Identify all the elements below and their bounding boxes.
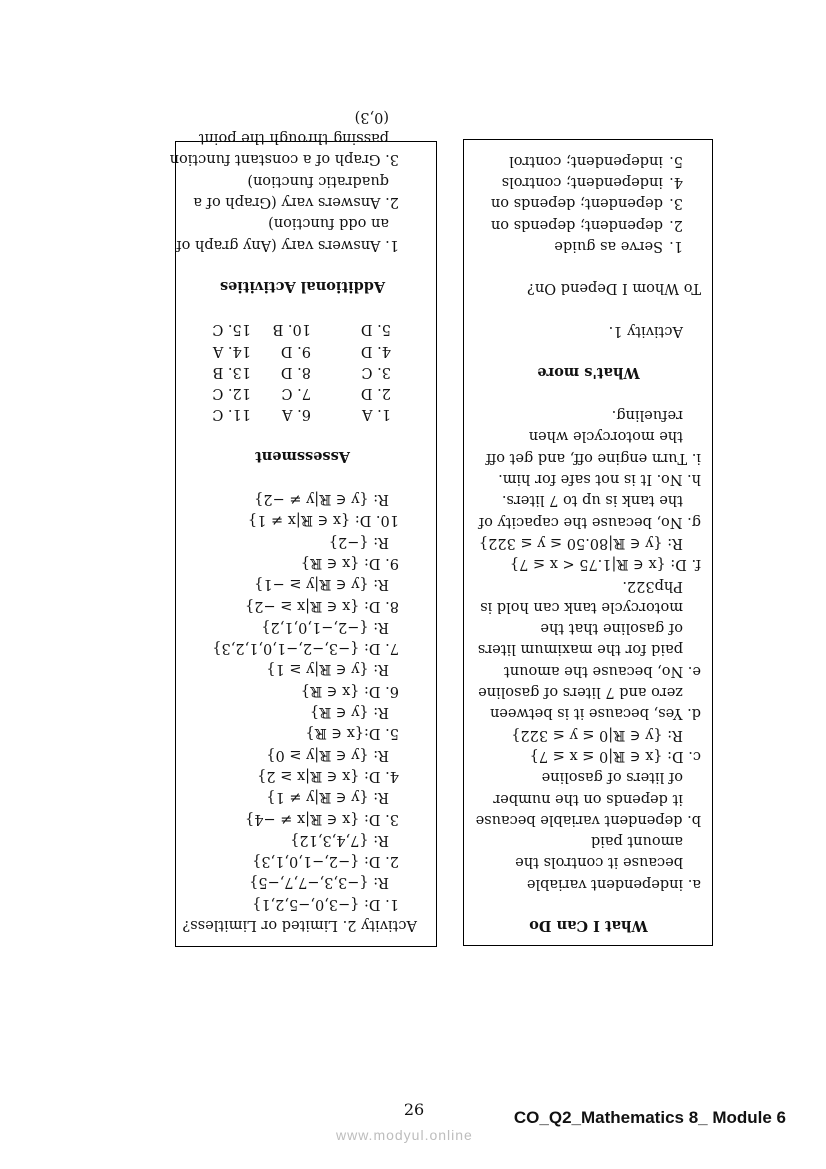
answer-line: zero and 7 liters of gasoline bbox=[478, 684, 683, 701]
answer-line: R: {−2,−1,0,1,2} bbox=[261, 618, 389, 635]
assessment-row bbox=[188, 318, 417, 339]
answer-line: motorcycle tank can hold is bbox=[480, 598, 683, 615]
answer-line: 3. D: {x ∈ ℝ|x ≠ −4} bbox=[245, 810, 399, 827]
assessment-row bbox=[188, 382, 417, 403]
assessment-cell: 13. B bbox=[212, 363, 251, 380]
assessment-cell: 3. C bbox=[361, 363, 391, 380]
answer-line: the tank is up to 7 liters. bbox=[501, 492, 683, 509]
answer-line: h. No. It is not safe for him. bbox=[498, 471, 701, 488]
answer-line: b. dependent variable because bbox=[475, 811, 701, 828]
watermark: www.modyul.online bbox=[336, 1127, 473, 1143]
answer-line: 6. D: {x ∈ ℝ} bbox=[300, 682, 399, 699]
answer-line: 8. D: {x ∈ ℝ|x ≥ −2} bbox=[245, 597, 399, 614]
assessment-cell: 10. B bbox=[272, 321, 311, 338]
answer-line: d. Yes, because it is between bbox=[489, 705, 701, 722]
assessment-cell: 12. C bbox=[212, 385, 251, 402]
answer-line: 1. Answers vary (Any graph of bbox=[176, 236, 399, 253]
item-number: 1. bbox=[669, 237, 683, 254]
assessment-heading: Assessment bbox=[255, 447, 350, 465]
answer-line: R: {y ∈ ℝ|0 ≤ y ≤ 322} bbox=[511, 726, 683, 743]
assessment-row bbox=[188, 339, 417, 360]
answer-line: R: {y ∈ ℝ|y ≥ −1} bbox=[254, 576, 389, 593]
answer-line: amount paid bbox=[590, 833, 683, 850]
left-panel-content bbox=[169, 108, 435, 945]
list-item bbox=[476, 235, 701, 256]
answer-line: g. No, because the capacity of bbox=[478, 513, 701, 530]
answer-line: the motorcycle when bbox=[528, 428, 683, 445]
answer-line: R: {7,4,3,12} bbox=[290, 831, 389, 848]
assessment-cell: 7. C bbox=[281, 385, 311, 402]
answer-line: R: {y ∈ ℝ|y ≠ −2} bbox=[254, 491, 389, 508]
item-text: Serve as guide bbox=[554, 237, 663, 254]
assessment-cell: 6. A bbox=[282, 406, 311, 423]
answer-line: 2. D: {−2,−1,0,1,3} bbox=[252, 853, 399, 870]
module-code: CO_Q2_Mathematics 8_ Module 6 bbox=[513, 1108, 786, 1127]
answer-key-right-panel bbox=[463, 139, 713, 946]
list-item bbox=[476, 171, 701, 192]
answer-line: e. No, because the amount bbox=[503, 662, 701, 679]
activity2-title: Activity 2. Limited or Limitless? bbox=[182, 917, 417, 933]
answer-line: because it controls the bbox=[515, 854, 683, 871]
answer-line: R: {y ∈ ℝ|y ≥ 0} bbox=[266, 746, 389, 763]
list-item bbox=[476, 192, 701, 213]
answer-line: 5. D:{x ∈ ℝ} bbox=[305, 725, 399, 742]
answer-line: 7. D: {−3,−2,−1,0,1,2,3} bbox=[212, 640, 399, 657]
activity-subtitle: To Whom I Depend On? bbox=[527, 280, 701, 297]
answer-line: (0,3) bbox=[354, 108, 389, 125]
item-number: 2. bbox=[669, 216, 683, 233]
right-panel-content bbox=[464, 140, 711, 944]
assessment-cell: 15. C bbox=[212, 321, 251, 338]
answer-line: 4. D: {x ∈ ℝ|x ≥ 2} bbox=[257, 767, 399, 784]
assessment-cell: 14. A bbox=[212, 342, 251, 359]
answer-line: an odd function) bbox=[268, 215, 389, 232]
assessment-row bbox=[188, 403, 417, 424]
page-number: 26 bbox=[403, 1100, 425, 1119]
answer-line: f. D: {x ∈ ℝ|1.75 < x ≤ 7} bbox=[509, 556, 701, 573]
answer-key-left-panel bbox=[169, 108, 437, 947]
assessment-cell: 4. D bbox=[360, 342, 391, 359]
answer-line: 2. Answers vary (Graph of a bbox=[193, 194, 399, 211]
answer-line: c. D: {x ∈ ℝ|0 ≤ x ≤ 7} bbox=[529, 747, 701, 764]
assessment-row bbox=[188, 361, 417, 382]
answer-line: refueling. bbox=[611, 407, 683, 424]
answer-line: 10. D: {x ∈ ℝ|x ≠ 1} bbox=[247, 512, 399, 529]
answer-line: R: {−3,3,−7,7,−5} bbox=[249, 874, 389, 891]
assessment-cell: 8. D bbox=[280, 363, 311, 380]
item-number: 5. bbox=[669, 152, 683, 169]
item-text: dependent; depends on bbox=[490, 195, 663, 212]
item-text: dependent; depends on bbox=[490, 216, 663, 233]
what-i-can-do-heading: What I Can Do bbox=[529, 917, 648, 934]
list-item bbox=[476, 150, 701, 171]
answer-line: R: {y ∈ ℝ|y ≠ 1} bbox=[266, 789, 389, 806]
answer-line: 1. D: {−3,0,−5,2,1} bbox=[252, 895, 399, 912]
answer-line: R: {y ∈ ℝ} bbox=[309, 704, 389, 721]
assessment-cell: 9. D bbox=[280, 342, 311, 359]
assessment-cell: 1. A bbox=[362, 406, 391, 423]
additional-activities-heading: Additional Activities bbox=[219, 277, 386, 295]
answer-line: a. independent variable bbox=[526, 875, 701, 892]
item-text: independent; control bbox=[509, 152, 663, 169]
answer-line: R: {y ∈ ℝ|80.50 ≤ y ≤ 322} bbox=[478, 534, 683, 551]
answer-line: Php322. bbox=[622, 577, 683, 594]
answer-line: of gasoline that the bbox=[540, 620, 683, 637]
answer-line: passing through the point bbox=[198, 130, 389, 147]
answer-line: i. Turn engine off, and get off bbox=[485, 449, 701, 466]
list-item bbox=[476, 213, 701, 234]
activity-label: Activity 1. bbox=[608, 322, 683, 339]
item-number: 3. bbox=[669, 195, 683, 212]
assessment-cell: 5. D bbox=[360, 321, 391, 338]
assessment-cell: 11. C bbox=[212, 406, 251, 423]
assessment-cell: 2. D bbox=[360, 385, 391, 402]
answer-line: paid for the maximum liters bbox=[477, 641, 683, 658]
answer-line: 9. D: {x ∈ ℝ} bbox=[300, 554, 399, 571]
item-number: 4. bbox=[669, 174, 683, 191]
whats-more-heading: What's more bbox=[537, 363, 640, 381]
answer-line: of liters of gasoline bbox=[541, 769, 683, 786]
item-text: independent; controls bbox=[501, 174, 663, 191]
answer-line: quadratic function) bbox=[247, 172, 389, 189]
answer-line: 3. Graph of a constant function bbox=[169, 151, 399, 168]
answer-line: it depends on the number bbox=[493, 790, 683, 807]
answer-line: R: {−2} bbox=[328, 533, 389, 550]
answer-line: R: {y ∈ ℝ|y ≥ 1} bbox=[266, 661, 389, 678]
